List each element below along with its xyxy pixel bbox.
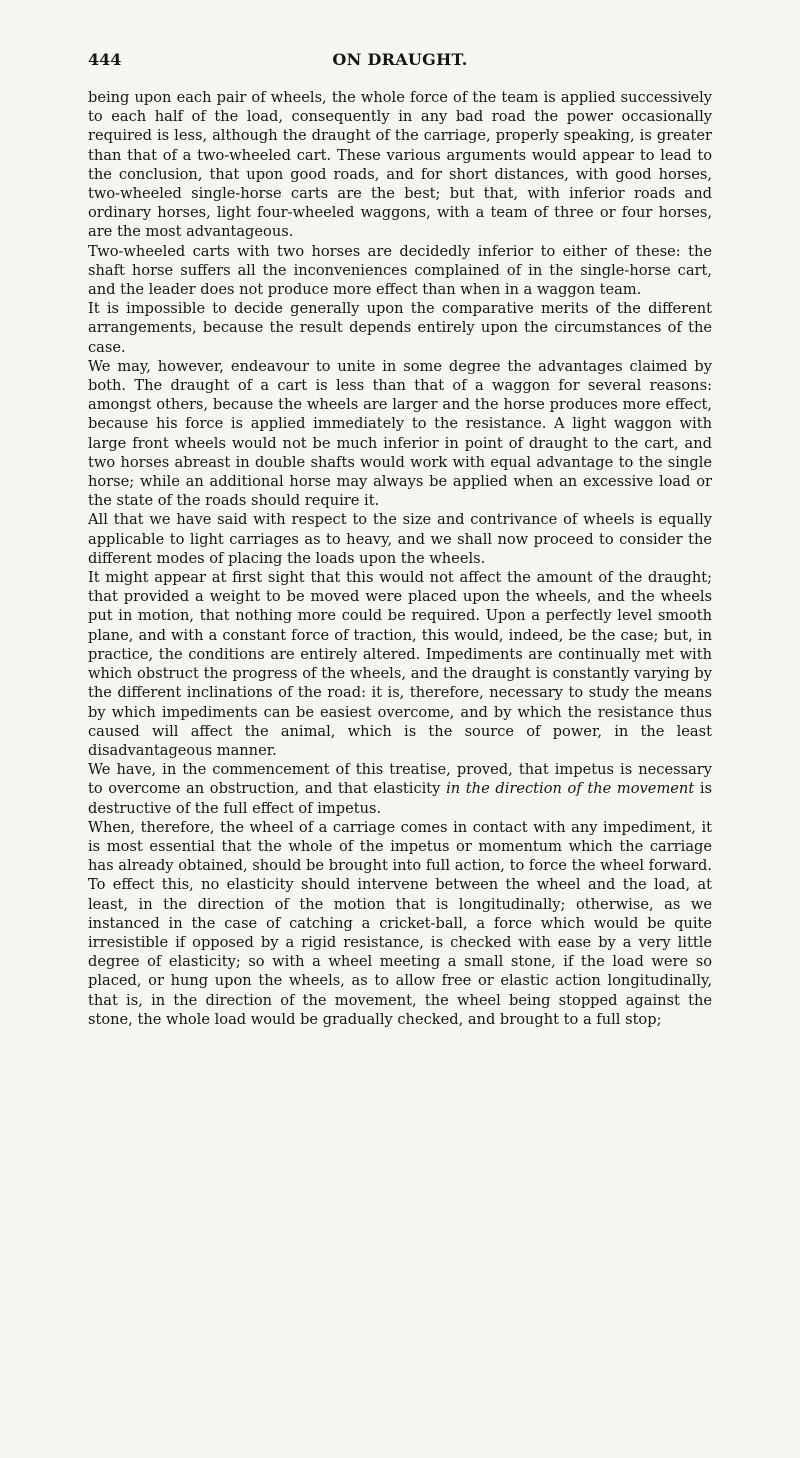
paragraph-7 bbox=[88, 760, 712, 818]
paragraph-1: being upon each pair of wheels, the whole force of the team is applied successively to each half of the load, consequently in any bad road the power occasionally required is less, although the draught of the carriage, properly speaking, is greater than that of a two-wheeled cart. These various arguments would appear to lead to the conclusion, that upon good roads, and for short distances, with good horses, two-wheeled single-horse carts are the best; but that, with inferior roads and ordinary horses, light four-wheeled waggons, with a team of three or four horses, are the most advantageous. bbox=[88, 89, 712, 241]
paragraph-8: When, therefore, the wheel of a carriage comes in contact with any impediment, it is most essential that the whole of the impetus or momentum which the carriage has already obtained, should be brought into full action, to force the wheel forward. To effect this, no elasticity should intervene between the wheel and the load, at least, in the direction of the motion that is longitudinally; otherwise, as we instanced in the case of catching a cricket-ball, a force which would be quite irresistible if opposed by a rigid resistance, is checked with ease by a very little degree of elasticity; so with a wheel meeting a small stone, if the load were so placed, or hung upon the wheels, as to allow free or elastic action longitudinally, that is, in the direction of the movement, the wheel being stopped against the stone, the whole load would be gradually checked, and brought to a full stop; bbox=[88, 818, 712, 1028]
page-number: 444 bbox=[88, 50, 122, 69]
body-text bbox=[88, 88, 712, 1029]
paragraph-5: All that we have said with respect to the size and contrivance of wheels is equally applicable to light carriages as to heavy, and we shall now proceed to consider the different modes of placing the loads upon the wheels. bbox=[88, 511, 712, 567]
paragraph-7-italic-phrase: in the direction of the movement bbox=[446, 780, 695, 798]
page-header bbox=[88, 50, 712, 74]
running-head: ON DRAUGHT. bbox=[332, 50, 468, 69]
paragraph-2: Two-wheeled carts with two horses are decidedly inferior to either of these: the shaft horse suffers all the inconveniences complained of in the single-horse cart, and the leader does not produce more effect than when in a waggon team. bbox=[88, 242, 712, 299]
paragraph-3: It is impossible to decide generally upon the comparative merits of the different arrangements, because the result depends entirely upon the circumstances of the case. bbox=[88, 300, 712, 356]
paragraph-4: We may, however, endeavour to unite in some degree the advantages claimed by both. The draught of a cart is less than that of a waggon for several reasons: amongst others, because the wheels are larger and the horse produces more effect, because his force is applied immediately to the resistance. A light waggon with large front wheels would not be much inferior in point of draught to the cart, and two horses abreast in double shafts would work with equal advantage to the single horse; while an additional horse may always be applied when an excessive load or the state of the roads should require it. bbox=[88, 357, 712, 510]
paragraph-6: It might appear at first sight that this would not affect the amount of the draught; that provided a weight to be moved were placed upon the wheels, and the wheels put in motion, that nothing more could be required. Upon a perfectly level smooth plane, and with a constant force of traction, this would, indeed, be the case; but, in practice, the conditions are entirely altered. Impediments are continually met with which obstruct the progress of the wheels, and the draught is constantly varying by the different inclinations of the road: it is, therefore, necessary to study the means by which impediments can be easiest overcome, and by which the resistance thus caused will affect the animal, which is the source of power, in the least disadvantageous manner. bbox=[88, 569, 712, 759]
paragraph-7-text-before: We have, in the commencement of this treatise, proved, that impetus is necessary to overcome an obstruction, and that elasticity bbox=[88, 761, 712, 798]
paragraph-7-text-after: is destructive of the full effect of impetus. bbox=[88, 780, 713, 817]
